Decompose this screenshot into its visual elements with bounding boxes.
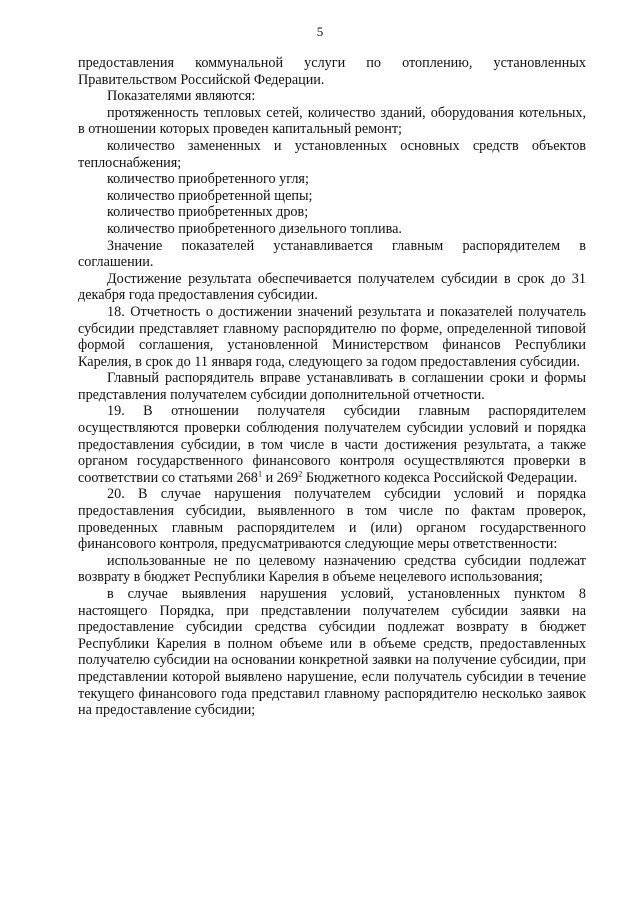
paragraph: количество замененных и установленных основных средств объектов теплоснабжения; (78, 137, 586, 171)
paragraph: количество приобретенного дизельного топлива. (107, 220, 402, 237)
paragraph-19-text: 19. В отношении получателя субсидии главным распорядителем осуществляются проверки соблюдения получателем субсидии условий и порядка предоставления субсидии, в том числе в части достижения результата, а также органом государственного финансового контроля осуществляются проверки в соответствии со статьями 268 (78, 403, 586, 486)
paragraph: Достижение результата обеспечивается получателем субсидии в срок до 31 декабря года предоставления субсидии. (78, 270, 586, 304)
paragraph: Значение показателей устанавливается главным распорядителем в соглашении. (78, 237, 586, 271)
paragraph: 18. Отчетность о достижении значений результата и показателей получатель субсидии представляет главному распорядителю по форме, определенной типовой формой соглашения, установленной Министерством финансов Республики Карелия, в срок до 11 января года, следующего за годом предоставления субсидии. (78, 303, 586, 370)
superscript: 2 (298, 468, 303, 479)
paragraph: Показателями являются: (107, 88, 256, 105)
paragraph-19 (78, 403, 586, 486)
document-body (78, 55, 586, 719)
paragraph: предоставления коммунальной услуги по отоплению, установленных Правительством Российской Федерации. (78, 55, 586, 88)
paragraph: количество приобретенных дров; (107, 204, 309, 221)
page-number: 5 (316, 24, 324, 39)
paragraph: Главный распорядитель вправе устанавливать в соглашении сроки и формы представления получателем субсидии дополнительной отчетности. (78, 370, 586, 403)
paragraph: использованные не по целевому назначению средства субсидии подлежат возврату в бюджет Республики Карелия в объеме нецелевого использования; (78, 552, 586, 586)
paragraph: количество приобретенной щепы; (107, 187, 313, 204)
paragraph: количество приобретенного угля; (107, 171, 309, 188)
paragraph: протяженность тепловых сетей, количество зданий, оборудования котельных, в отношении которых проведен капитальный ремонт; (78, 104, 586, 138)
superscript: 1 (257, 468, 263, 479)
paragraph: в случае выявления нарушения условий, установленных пунктом 8 настоящего Порядка, при представлении получателем субсидии заявки на предоставление субсидии средства субсидии подлежат возврату в бюджет Республики Карелия в полном объеме или в объеме средств, предоставленных получателю субсидии на основании конкретной заявки на получение субсидии, при представлении которой выявлено нарушение, если получатель субсидии в течение текущего финансового года представил главному распорядителю несколько заявок на предоставление субсидии; (78, 586, 586, 719)
paragraph: 20. В случае нарушения получателем субсидии условий и порядка предоставления субсидии, выявленного в том числе по фактам проверок, проведенных главным распорядителем и (или) органом государственного финансового контроля, предусматриваются следующие меры ответственности: (78, 486, 586, 553)
paragraph-19-text: Бюджетного кодекса Российской Федерации. (302, 469, 578, 486)
paragraph-19-text: и 269 (262, 469, 299, 486)
